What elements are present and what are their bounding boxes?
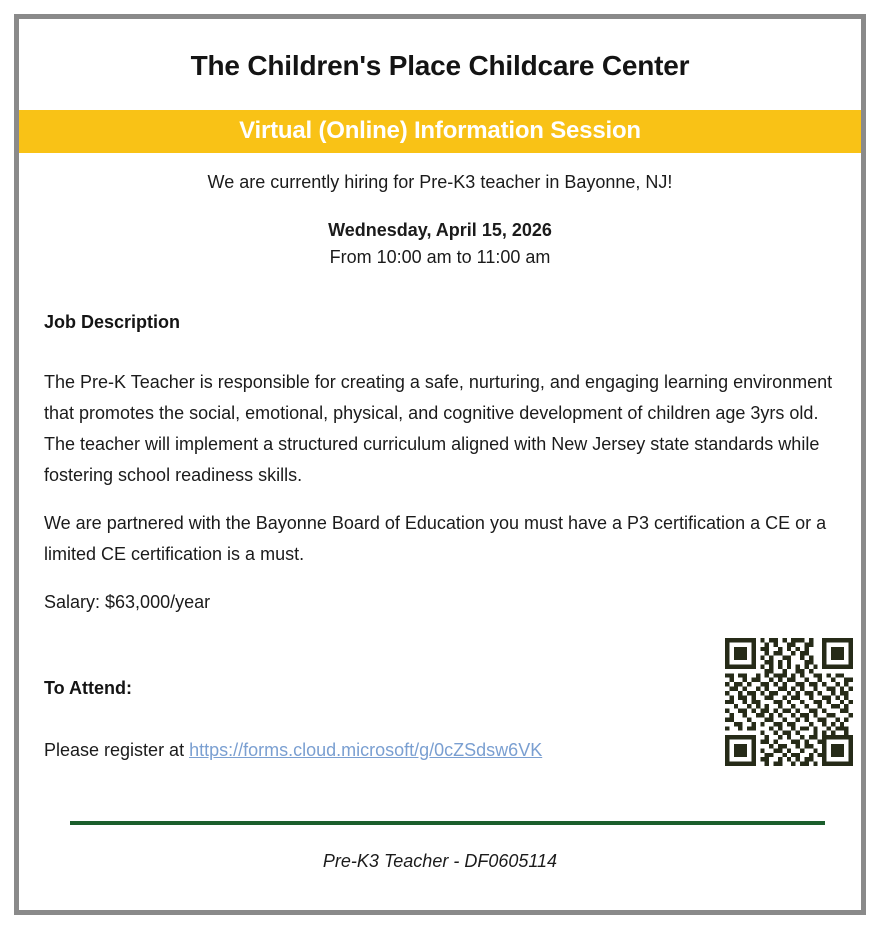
- event-time: From 10:00 am to 11:00 am: [329, 246, 551, 267]
- event-date: Wednesday, April 15, 2026: [328, 219, 552, 240]
- session-banner: [19, 110, 861, 153]
- salary-line: Salary: $63,000/year: [44, 591, 211, 612]
- footer-divider: [70, 821, 825, 825]
- qr-code[interactable]: [721, 634, 857, 770]
- flyer-page: [14, 14, 866, 915]
- registration-link[interactable]: https://forms.cloud.microsoft/g/0cZSdsw6VK: [189, 739, 543, 760]
- page-title: The Children's Place Childcare Center: [190, 50, 690, 81]
- flyer-content-area: [19, 19, 861, 910]
- footer-caption: Pre-K3 Teacher - DF0605114: [322, 851, 558, 871]
- register-prefix-text: Please register at: [44, 739, 190, 760]
- session-banner-label: Virtual (Online) Information Session: [239, 117, 641, 145]
- registration-line: [44, 701, 837, 764]
- event-datetime-block: [19, 195, 861, 271]
- to-attend-heading: To Attend:: [44, 677, 132, 698]
- hiring-intro-text: We are currently hiring for Pre-K3 teacher in Bayonne, NJ!: [207, 171, 673, 192]
- job-description-paragraph: The Pre-K Teacher is responsible for creating a safe, nurturing, and engaging learning environment that promotes the social, emotional, physical, and cognitive development of children age 3yrs old. The teacher will implement a structured curriculum aligned with New Jersey state standards while fostering school readiness skills.: [44, 371, 833, 485]
- certification-paragraph: We are partnered with the Bayonne Board of Education you must have a P3 certification a CE or a limited CE certification is a must.: [44, 512, 827, 564]
- job-description-heading: Job Description: [44, 311, 181, 332]
